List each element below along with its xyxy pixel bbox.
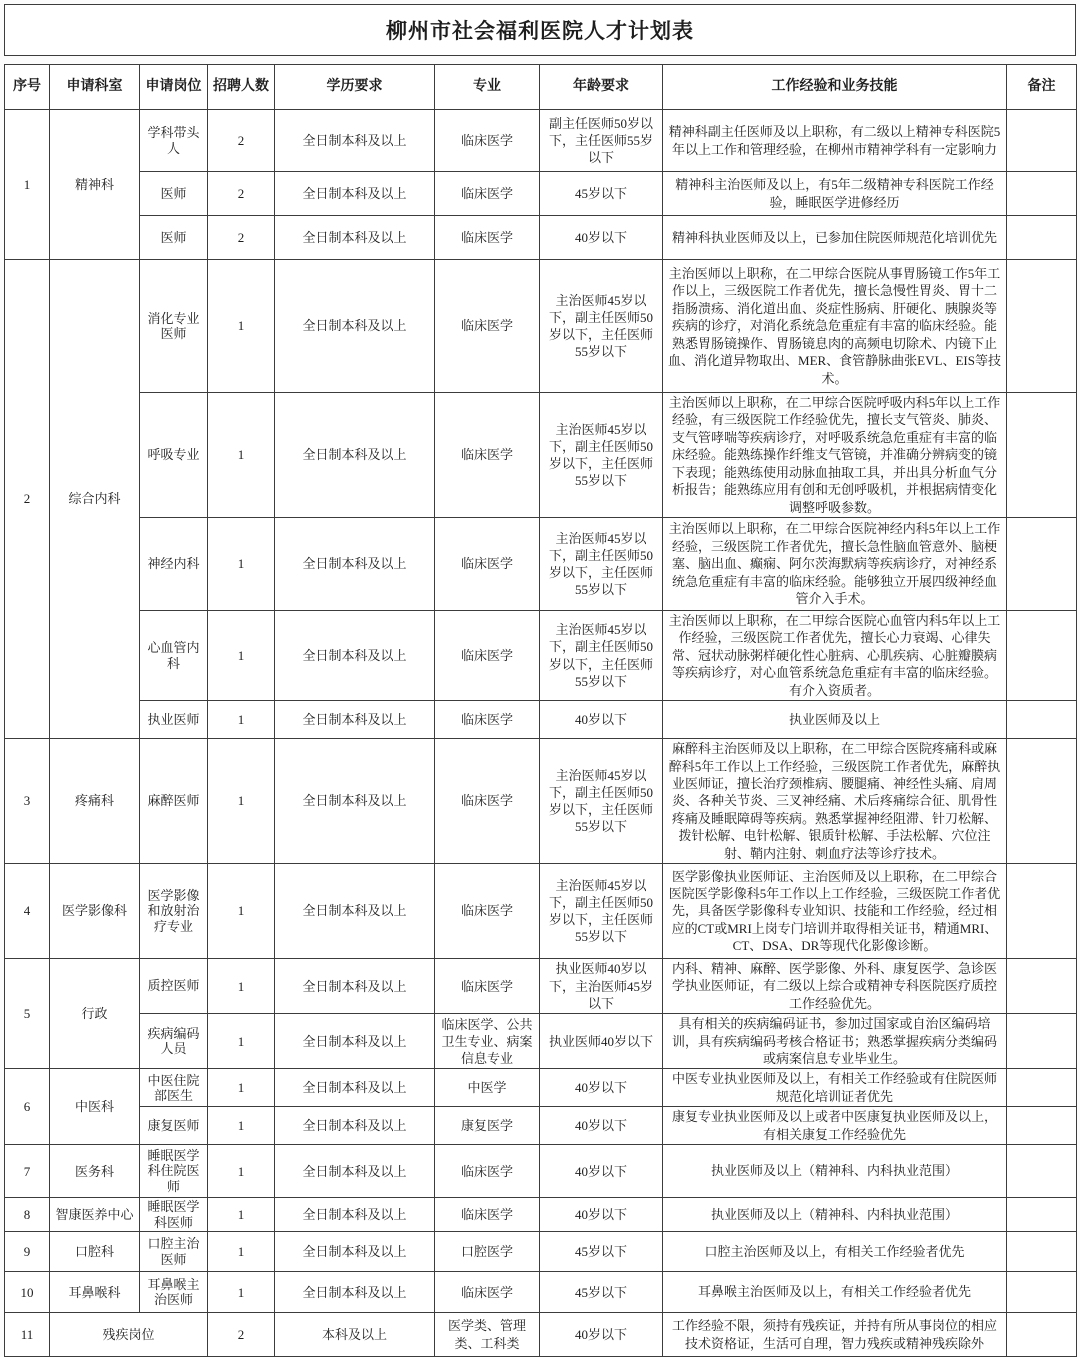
col-header-age: 年龄要求: [540, 65, 663, 110]
header-row: [5, 65, 1077, 110]
table-row: [5, 611, 1077, 701]
position-cell: 麻醉医师: [140, 739, 208, 864]
education-cell: 全日制本科及以上: [275, 611, 435, 701]
major-cell: 临床医学: [435, 701, 540, 739]
seq-cell: 1: [5, 110, 50, 260]
dept-cell: 疼痛科: [50, 739, 140, 864]
education-cell: 全日制本科及以上: [275, 1198, 435, 1232]
education-cell: 全日制本科及以上: [275, 1014, 435, 1069]
dept-cell: 精神科: [50, 110, 140, 260]
age-cell: 40岁以下: [540, 216, 663, 260]
count-cell: 1: [208, 393, 275, 518]
recruitment-plan-table: [4, 64, 1077, 1357]
table-row: [5, 1069, 1077, 1107]
experience-cell: 内科、精神、麻醉、医学影像、外科、康复医学、急诊医学执业医师证，有二级以上综合或精神专科医院医疗质控工作经验优先。: [663, 959, 1007, 1014]
dept-cell: 综合内科: [50, 260, 140, 739]
dept-cell: 中医科: [50, 1069, 140, 1145]
age-cell: 主治医师45岁以下，副主任医师50岁以下，主任医师55岁以下: [540, 393, 663, 518]
experience-cell: 工作经验不限，须持有残疾证，并持有所从事岗位的相应技术资格证，生活可自理，智力残疾或精神残疾除外: [663, 1313, 1007, 1357]
major-cell: 临床医学: [435, 611, 540, 701]
note-cell: [1007, 216, 1077, 260]
position-cell: 中医住院部医生: [140, 1069, 208, 1107]
education-cell: 全日制本科及以上: [275, 260, 435, 393]
age-cell: 执业医师40岁以下: [540, 1014, 663, 1069]
education-cell: 全日制本科及以上: [275, 393, 435, 518]
education-cell: 全日制本科及以上: [275, 864, 435, 959]
seq-cell: 3: [5, 739, 50, 864]
count-cell: 1: [208, 1232, 275, 1272]
table-row: [5, 739, 1077, 864]
education-cell: 全日制本科及以上: [275, 959, 435, 1014]
major-cell: 临床医学: [435, 110, 540, 172]
dept-cell: 医学影像科: [50, 864, 140, 959]
count-cell: 1: [208, 701, 275, 739]
major-cell: 临床医学: [435, 959, 540, 1014]
note-cell: [1007, 110, 1077, 172]
age-cell: 主治医师45岁以下，副主任医师50岁以下，主任医师55岁以下: [540, 864, 663, 959]
table-row: [5, 1107, 1077, 1145]
col-header-edu: 学历要求: [275, 65, 435, 110]
position-cell: 医学影像和放射治疗专业: [140, 864, 208, 959]
seq-cell: 4: [5, 864, 50, 959]
position-cell: 睡眠医学科医师: [140, 1198, 208, 1232]
major-cell: 临床医学: [435, 518, 540, 611]
experience-cell: 主治医师以上职称，在二甲综合医院神经内科5年以上工作经验，三级医院工作者优先，擅长急性脑血管意外、脑梗塞、脑出血、癫痫、阿尔茨海默病等疾病诊疗，对神经系统急危重症有丰富的临床经验。能够独立开展四级神经血管介入手术。: [663, 518, 1007, 611]
age-cell: 45岁以下: [540, 1232, 663, 1272]
count-cell: 1: [208, 611, 275, 701]
age-cell: 45岁以下: [540, 1272, 663, 1313]
experience-cell: 中医专业执业医师及以上，有相关工作经验或有住院医师规范化培训证者优先: [663, 1069, 1007, 1107]
note-cell: [1007, 1198, 1077, 1232]
table-row: [5, 959, 1077, 1014]
experience-cell: 精神科执业医师及以上，已参加住院医师规范化培训优先: [663, 216, 1007, 260]
education-cell: 全日制本科及以上: [275, 1232, 435, 1272]
page-title: 柳州市社会福利医院人才计划表: [4, 4, 1076, 56]
experience-cell: 精神科主治医师及以上，有5年二级精神专科医院工作经验，睡眠医学进修经历: [663, 172, 1007, 216]
seq-cell: 2: [5, 260, 50, 739]
note-cell: [1007, 1272, 1077, 1313]
age-cell: 45岁以下: [540, 172, 663, 216]
education-cell: 全日制本科及以上: [275, 110, 435, 172]
education-cell: 全日制本科及以上: [275, 216, 435, 260]
table-row: [5, 393, 1077, 518]
position-cell: 医师: [140, 172, 208, 216]
experience-cell: 耳鼻喉主治医师及以上，有相关工作经验者优先: [663, 1272, 1007, 1313]
table-row: [5, 1272, 1077, 1313]
education-cell: 全日制本科及以上: [275, 1145, 435, 1198]
note-cell: [1007, 1145, 1077, 1198]
age-cell: 主治医师45岁以下，副主任医师50岁以下，主任医师55岁以下: [540, 260, 663, 393]
major-cell: 临床医学: [435, 1272, 540, 1313]
table-row: [5, 1145, 1077, 1198]
major-cell: 临床医学: [435, 739, 540, 864]
note-cell: [1007, 701, 1077, 739]
experience-cell: 口腔主治医师及以上，有相关工作经验者优先: [663, 1232, 1007, 1272]
position-cell: 执业医师: [140, 701, 208, 739]
major-cell: 临床医学、公共卫生专业、病案信息专业: [435, 1014, 540, 1069]
table-row: [5, 1313, 1077, 1357]
count-cell: 1: [208, 1014, 275, 1069]
position-cell: 呼吸专业: [140, 393, 208, 518]
note-cell: [1007, 393, 1077, 518]
age-cell: 40岁以下: [540, 1069, 663, 1107]
position-cell: 质控医师: [140, 959, 208, 1014]
table-row: [5, 216, 1077, 260]
age-cell: 40岁以下: [540, 1198, 663, 1232]
count-cell: 1: [208, 1198, 275, 1232]
position-cell: 疾病编码人员: [140, 1014, 208, 1069]
major-cell: 临床医学: [435, 216, 540, 260]
note-cell: [1007, 1313, 1077, 1357]
education-cell: 全日制本科及以上: [275, 518, 435, 611]
col-header-dept: 申请科室: [50, 65, 140, 110]
dept-cell: 口腔科: [50, 1232, 140, 1272]
count-cell: 1: [208, 864, 275, 959]
experience-cell: 执业医师及以上（精神科、内科执业范围）: [663, 1145, 1007, 1198]
experience-cell: 主治医师以上职称，在二甲综合医院呼吸内科5年以上工作经验，有三级医院工作经验优先，擅长支气管炎、肺炎、支气管哮喘等疾病诊疗，对呼吸系统急危重症有丰富的临床经验。能熟练操作纤维支气管镜，并准确分辨病变的镜下表现；能熟练使用动脉血抽取工具，并出具分析血气分析报告；能熟练应用有创和无创呼吸机，并根据病情变化调整呼吸参数。: [663, 393, 1007, 518]
age-cell: 40岁以下: [540, 1107, 663, 1145]
experience-cell: 执业医师及以上（精神科、内科执业范围）: [663, 1198, 1007, 1232]
seq-cell: 11: [5, 1313, 50, 1357]
major-cell: 临床医学: [435, 260, 540, 393]
seq-cell: 10: [5, 1272, 50, 1313]
dept-cell: 智康医养中心: [50, 1198, 140, 1232]
table-row: [5, 1198, 1077, 1232]
age-cell: 主治医师45岁以下，副主任医师50岁以下，主任医师55岁以下: [540, 518, 663, 611]
count-cell: 1: [208, 1069, 275, 1107]
col-header-exp: 工作经验和业务技能: [663, 65, 1007, 110]
major-cell: 康复医学: [435, 1107, 540, 1145]
position-cell: 康复医师: [140, 1107, 208, 1145]
col-header-post: 申请岗位: [140, 65, 208, 110]
age-cell: 40岁以下: [540, 701, 663, 739]
note-cell: [1007, 260, 1077, 393]
table-row: [5, 110, 1077, 172]
experience-cell: 医学影像执业医师证、主治医师及以上职称，在二甲综合医院医学影像科5年工作以上工作经验，三级医院工作者优先，具备医学影像科专业知识、技能和工作经验，经过相应的CT或MRI上岗专门培训并取得相关证书，精通MRI、CT、DSA、DR等现代化影像诊断。: [663, 864, 1007, 959]
age-cell: 主治医师45岁以下，副主任医师50岁以下，主任医师55岁以下: [540, 739, 663, 864]
col-header-note: 备注: [1007, 65, 1077, 110]
position-cell: 睡眠医学科住院医师: [140, 1145, 208, 1198]
count-cell: 1: [208, 1145, 275, 1198]
count-cell: 1: [208, 260, 275, 393]
experience-cell: 主治医师以上职称，在二甲综合医院从事胃肠镜工作5年工作以上，三级医院工作者优先，擅长急慢性胃炎、胃十二指肠溃疡、消化道出血、炎症性肠病、肝硬化、胰腺炎等疾病的诊疗，对消化系统急危重症有丰富的临床经验。能熟悉胃肠镜操作、胃肠镜息肉的高频电切除术、内镜下止血、消化道异物取出、MER、食管静脉曲张EVL、EIS等技术。: [663, 260, 1007, 393]
education-cell: 全日制本科及以上: [275, 1272, 435, 1313]
note-cell: [1007, 611, 1077, 701]
table-row: [5, 260, 1077, 393]
education-cell: 全日制本科及以上: [275, 172, 435, 216]
age-cell: 40岁以下: [540, 1145, 663, 1198]
position-cell: 心血管内科: [140, 611, 208, 701]
education-cell: 全日制本科及以上: [275, 739, 435, 864]
experience-cell: 精神科副主任医师及以上职称，有二级以上精神专科医院5年以上工作和管理经验，在柳州市精神学科有一定影响力: [663, 110, 1007, 172]
col-header-major: 专业: [435, 65, 540, 110]
note-cell: [1007, 172, 1077, 216]
col-header-count: 招聘人数: [208, 65, 275, 110]
count-cell: 1: [208, 739, 275, 864]
education-cell: 全日制本科及以上: [275, 701, 435, 739]
education-cell: 全日制本科及以上: [275, 1069, 435, 1107]
count-cell: 1: [208, 518, 275, 611]
experience-cell: 主治医师以上职称，在二甲综合医院心血管内科5年以上工作经验，三级医院工作者优先，擅长心力衰竭、心律失常、冠状动脉粥样硬化性心脏病、心肌疾病、心脏瓣膜病等疾病诊疗，对心血管系统急危重症有丰富的临床经验。有介入资质者。: [663, 611, 1007, 701]
experience-cell: 具有相关的疾病编码证书，参加过国家或自治区编码培训，具有疾病编码考核合格证书；熟悉掌握疾病分类编码或病案信息专业毕业生。: [663, 1014, 1007, 1069]
count-cell: 1: [208, 959, 275, 1014]
education-cell: 本科及以上: [275, 1313, 435, 1357]
experience-cell: 康复专业执业医师及以上或者中医康复执业医师及以上，有相关康复工作经验优先: [663, 1107, 1007, 1145]
major-cell: 口腔医学: [435, 1232, 540, 1272]
count-cell: 2: [208, 1313, 275, 1357]
age-cell: 执业医师40岁以下，主治医师45岁以下: [540, 959, 663, 1014]
major-cell: 临床医学: [435, 1198, 540, 1232]
note-cell: [1007, 864, 1077, 959]
age-cell: 副主任医师50岁以下，主任医师55岁以下: [540, 110, 663, 172]
age-cell: 主治医师45岁以下，副主任医师50岁以下，主任医师55岁以下: [540, 611, 663, 701]
major-cell: 中医学: [435, 1069, 540, 1107]
count-cell: 2: [208, 110, 275, 172]
seq-cell: 5: [5, 959, 50, 1069]
experience-cell: 执业医师及以上: [663, 701, 1007, 739]
major-cell: 临床医学: [435, 1145, 540, 1198]
experience-cell: 麻醉科主治医师及以上职称，在二甲综合医院疼痛科或麻醉科5年工作以上工作经验，三级医院工作者优先，麻醉执业医师证，擅长治疗颈椎病、腰腿痛、神经性头痛、肩周炎、各种关节炎、三叉神经痛、术后疼痛综合征、肌骨性疼痛及睡眠障碍等疾病。熟悉掌握神经阻滞、针刀松解、拨针松解、电针松解、银质针松解、手法松解、穴位注射、鞘内注射、刺血疗法等诊疗技术。: [663, 739, 1007, 864]
position-cell: 消化专业医师: [140, 260, 208, 393]
table-row: [5, 172, 1077, 216]
note-cell: [1007, 518, 1077, 611]
note-cell: [1007, 1107, 1077, 1145]
count-cell: 2: [208, 172, 275, 216]
table-row: [5, 864, 1077, 959]
dept-cell: 医务科: [50, 1145, 140, 1198]
dept-cell: 行政: [50, 959, 140, 1069]
col-header-seq: 序号: [5, 65, 50, 110]
dept-cell: 残疾岗位: [50, 1313, 208, 1357]
position-cell: 神经内科: [140, 518, 208, 611]
count-cell: 1: [208, 1107, 275, 1145]
note-cell: [1007, 739, 1077, 864]
note-cell: [1007, 959, 1077, 1014]
position-cell: 学科带头人: [140, 110, 208, 172]
major-cell: 临床医学: [435, 393, 540, 518]
seq-cell: 9: [5, 1232, 50, 1272]
seq-cell: 7: [5, 1145, 50, 1198]
count-cell: 1: [208, 1272, 275, 1313]
dept-cell: 耳鼻喉科: [50, 1272, 140, 1313]
major-cell: 临床医学: [435, 864, 540, 959]
note-cell: [1007, 1014, 1077, 1069]
count-cell: 2: [208, 216, 275, 260]
major-cell: 临床医学: [435, 172, 540, 216]
table-row: [5, 518, 1077, 611]
note-cell: [1007, 1232, 1077, 1272]
table-row: [5, 1232, 1077, 1272]
seq-cell: 8: [5, 1198, 50, 1232]
position-cell: 口腔主治医师: [140, 1232, 208, 1272]
seq-cell: 6: [5, 1069, 50, 1145]
position-cell: 医师: [140, 216, 208, 260]
table-row: [5, 1014, 1077, 1069]
major-cell: 医学类、管理类、工科类: [435, 1313, 540, 1357]
age-cell: 40岁以下: [540, 1313, 663, 1357]
table-row: [5, 701, 1077, 739]
position-cell: 耳鼻喉主治医师: [140, 1272, 208, 1313]
note-cell: [1007, 1069, 1077, 1107]
education-cell: 全日制本科及以上: [275, 1107, 435, 1145]
